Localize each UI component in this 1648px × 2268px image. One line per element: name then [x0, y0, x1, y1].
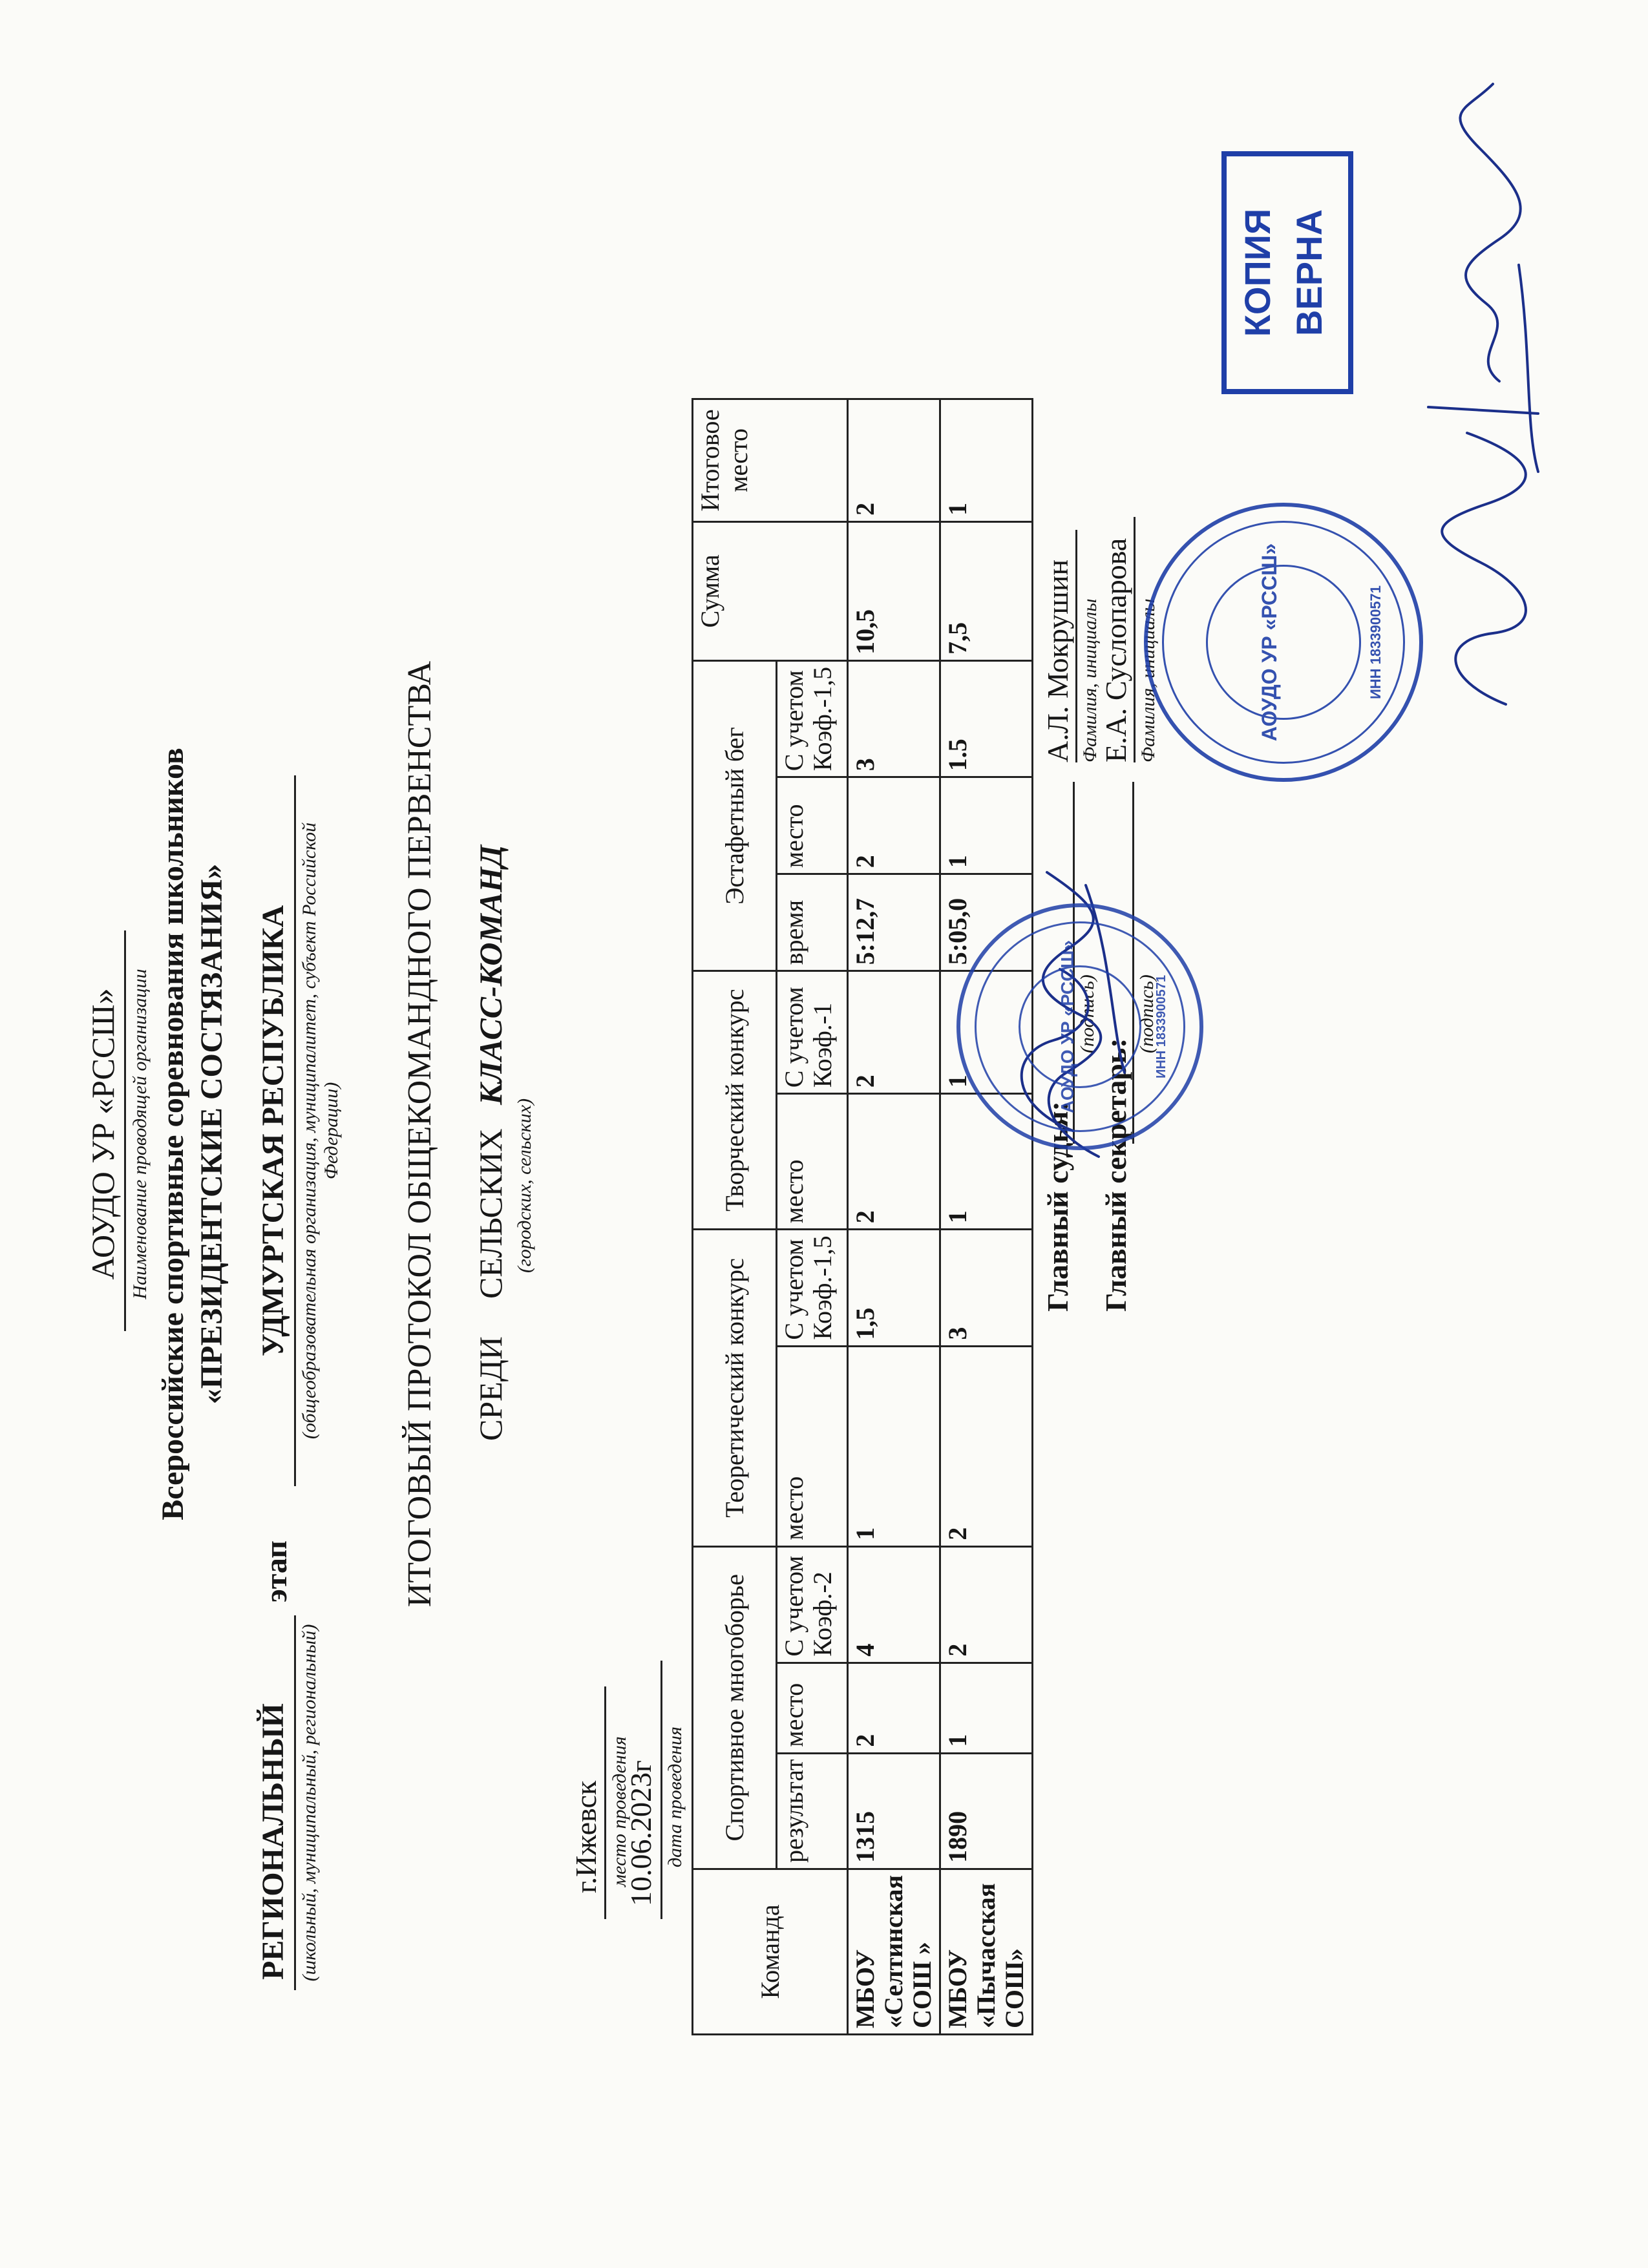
header-relay: Эстафетный бег [693, 660, 777, 971]
among-value: СЕЛЬСКИХ [472, 1128, 509, 1299]
region-value: УДМУРТСКАЯ РЕСПУБЛИКА [256, 905, 290, 1357]
organizer-caption: Наименование проводящей организации [129, 969, 151, 1299]
cell-result: 1890 [940, 1753, 1033, 1869]
header-relay-time: время [777, 874, 848, 971]
cell-creative-coef: 1 [940, 971, 1033, 1094]
cell-relay-time: 5:05,0 [940, 874, 1033, 971]
place-caption: место проведения [609, 1736, 630, 1887]
header-creative-coef: С учетом Коэф.-1 [777, 971, 848, 1094]
cell-sport-place: 2 [848, 1663, 940, 1753]
team-name: МБОУ «Селтинская СОШ » [848, 1869, 940, 2034]
stage-word: этап [259, 1540, 293, 1602]
cell-sum: 7,5 [940, 521, 1033, 660]
teams-word: КЛАСС-КОМАНД [472, 845, 509, 1105]
judge-name-caption: Фамилия, инициалы [1079, 598, 1101, 762]
table-row [848, 399, 940, 2034]
date-caption: дата проведения [664, 1727, 686, 1867]
cell-relay-place: 1 [940, 777, 1033, 874]
copy-certified-stamp: КОПИЯ ВЕРНА [1221, 151, 1353, 394]
header-relay-place: место [777, 777, 848, 874]
header-relay-coef: С учетом Коэф.-1,5 [777, 660, 848, 777]
cell-creative-place: 1 [940, 1094, 1033, 1230]
cell-theory-place: 2 [940, 1346, 1033, 1546]
protocol-title: ИТОГОВЫЙ ПРОТОКОЛ ОБЩЕКОМАНДНОГО ПЕРВЕНСТВА [401, 660, 438, 1608]
header-theory-coef: С учетом Коэф.-1,5 [777, 1230, 848, 1346]
cell-sum: 10,5 [848, 521, 940, 660]
secretary-name-caption: Фамилия, инициалы [1137, 598, 1159, 762]
cell-relay-time: 5:12,7 [848, 874, 940, 971]
header-team: Команда [693, 1869, 848, 2034]
judge-name: А.Л. Мокрушин [1041, 559, 1074, 762]
stage-value: РЕГИОНАЛЬНЫЙ [256, 1703, 290, 1980]
cell-sport-coef: 4 [848, 1546, 940, 1663]
among-caption: (городских, сельских) [514, 1098, 535, 1273]
header-final-place: Итоговое место [693, 399, 848, 521]
cell-sport-coef: 2 [940, 1546, 1033, 1663]
cell-final-place: 2 [848, 399, 940, 521]
cell-sport-place: 1 [940, 1663, 1033, 1753]
header-theory-place: место [777, 1346, 848, 1546]
header-sum: Сумма [693, 521, 848, 660]
organizer-name: АОУДО УР «РССШ» [85, 988, 121, 1280]
header-creative: Творческий конкурс [693, 971, 777, 1230]
round-stamp-right: АОУДО УР «РССШ» ИНН 1833900571 [1144, 503, 1423, 782]
cell-final-place: 1 [940, 399, 1033, 521]
cell-relay-place: 2 [848, 777, 940, 874]
cell-relay-coef: 3 [848, 660, 940, 777]
header-theory: Теоретический конкурс [693, 1230, 777, 1546]
team-name: МБОУ «Пычасская СОШ» [940, 1869, 1033, 2034]
place-value: г.Ижевск [569, 1780, 602, 1893]
header-sport-place: место [777, 1663, 848, 1753]
judge-label: Главный судья: [1041, 1101, 1074, 1312]
cell-creative-coef: 2 [848, 971, 940, 1094]
handwritten-signature-right [1389, 71, 1558, 717]
cell-theory-coef: 1,5 [848, 1230, 940, 1346]
round-stamp-left: АОУДО УР «РССШ» ИНН 1833900571 [956, 903, 1203, 1150]
header-sport-coef: С учетом Коэф.-2 [777, 1546, 848, 1663]
cell-relay-coef: 1.5 [940, 660, 1033, 777]
stage-caption: (школьный, муниципальный, региональный) [299, 1624, 320, 1982]
header-result: результат [777, 1753, 848, 1869]
sign-caption-judge: (подпись) [1077, 974, 1098, 1053]
cell-theory-coef: 3 [940, 1230, 1033, 1346]
secretary-label: Главный секретарь: [1099, 1038, 1132, 1312]
cell-creative-place: 2 [848, 1094, 940, 1230]
competition-line: Всероссийские спортивные соревнования школьников [156, 748, 190, 1520]
header-creative-place: место [777, 1094, 848, 1230]
secretary-name: Е.А. Суслопарова [1099, 538, 1132, 762]
table-row [940, 399, 1033, 2034]
cell-theory-place: 1 [848, 1346, 940, 1546]
among-word: СРЕДИ [472, 1336, 509, 1441]
sign-caption-secretary: (подпись) [1136, 974, 1157, 1053]
region-caption: (общеобразовательная организация, муниципалитет, субъект Российской Федерации) [299, 822, 342, 1440]
competition-name: «ПРЕЗИДЕНТСКИЕ СОСТЯЗАНИЯ» [195, 863, 229, 1405]
cell-result: 1315 [848, 1753, 940, 1869]
header-sport: Спортивное многоборье [693, 1546, 777, 1869]
results-table [692, 398, 1033, 2035]
date-value: 10.06.2023г [624, 1760, 657, 1906]
